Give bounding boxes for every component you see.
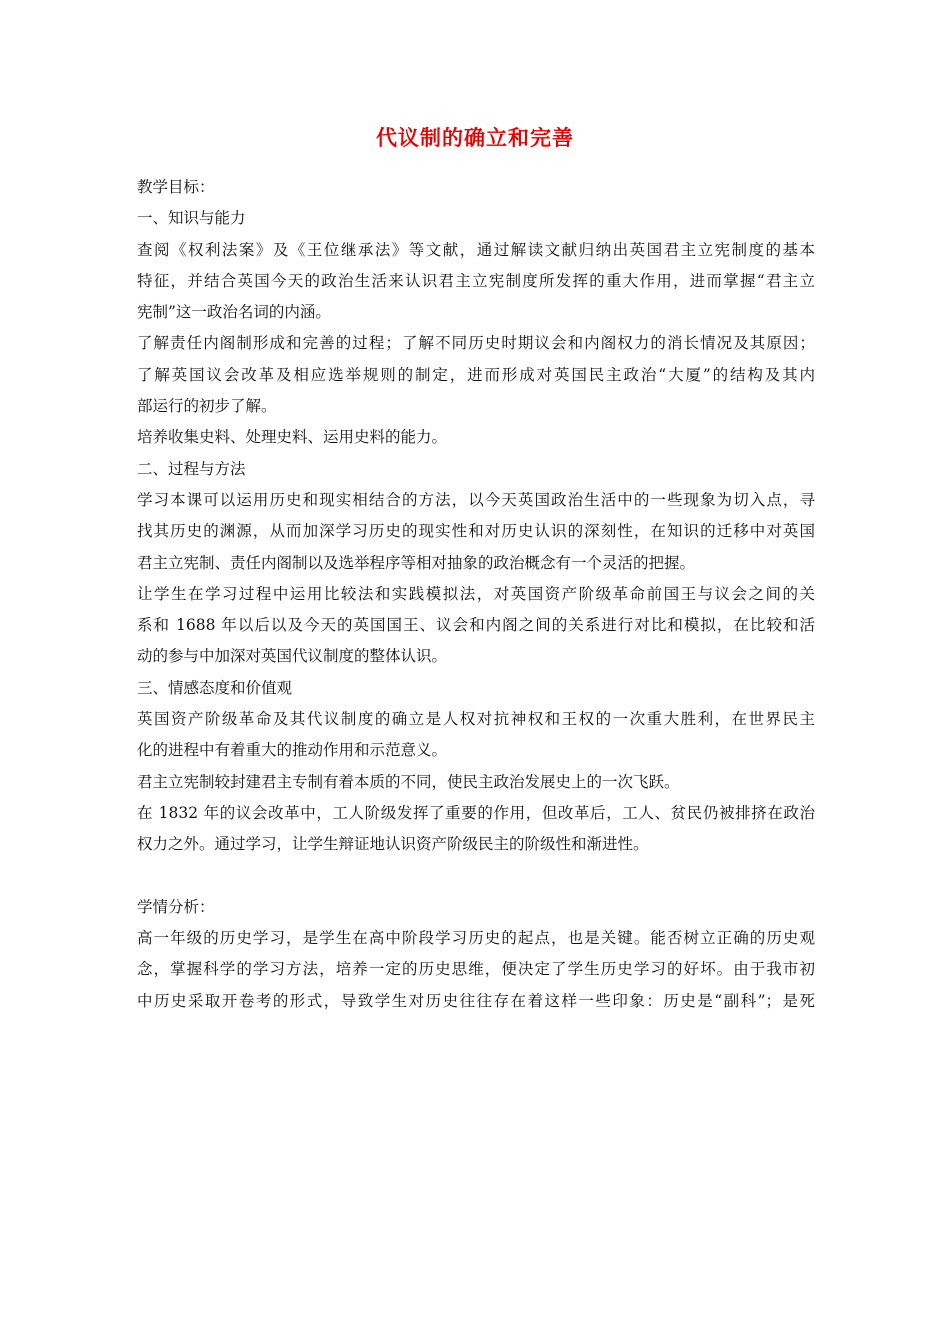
- text-line: 中历史采取开卷考的形式，导致学生对历史往往存在着这样一些印象：历史是“副科”；是死: [137, 991, 815, 1010]
- text-line: 宪制”这一政治名词的内涵。: [137, 303, 331, 322]
- text-line: 让学生在学习过程中运用比较法和实践模拟法，对英国资产阶级革命前国王与议会之间的关: [137, 584, 815, 603]
- text-line: 特征，并结合英国今天的政治生活来认识君主立宪制度所发挥的重大作用，进而掌握“君主立: [137, 271, 815, 290]
- text-line: 系和 1688 年以后以及今天的英国国王、议会和内阁之间的关系进行对比和模拟，在比较和活: [137, 616, 815, 635]
- text-line: 高一年级的历史学习，是学生在高中阶段学习历史的起点，也是关键。能否树立正确的历史观: [137, 929, 815, 948]
- text-line: 一、知识与能力: [137, 209, 246, 228]
- text-line: 三、情感态度和价值观: [137, 678, 293, 697]
- text-line: 了解英国议会改革及相应选举规则的制定，进而形成对英国民主政治“大厦”的结构及其内: [137, 365, 815, 384]
- text-line: 部运行的初步了解。: [137, 397, 277, 416]
- text-line: 学习本课可以运用历史和现实相结合的方法，以今天英国政治生活中的一些现象为切入点，寻: [137, 490, 815, 509]
- text-line: 查阅《权利法案》及《王位继承法》等文献，通过解读文献归纳出英国君主立宪制度的基本: [137, 240, 815, 259]
- text-line: 君主立宪制较封建君主专制有着本质的不同，使民主政治发展史上的一次飞跃。: [137, 772, 680, 791]
- text-line: 教学目标：: [137, 178, 215, 196]
- text-line: 在 1832 年的议会改革中，工人阶级发挥了重要的作用，但改革后，工人、贫民仍被排挤在政治: [137, 803, 815, 822]
- text-line: 二、过程与方法: [137, 459, 246, 478]
- text-line: 找其历史的渊源，从而加深学习历史的现实性和对历史认识的深刻性，在知识的迁移中对英国: [137, 522, 815, 541]
- document-body: [137, 172, 815, 1017]
- text-line: 培养收集史料、处理史料、运用史料的能力。: [137, 428, 448, 447]
- text-line: 念，掌握科学的学习方法，培养一定的历史思维，便决定了学生历史学习的好坏。由于我市初: [137, 960, 815, 979]
- text-line: 动的参与中加深对英国代议制度的整体认识。: [137, 647, 448, 666]
- text-line: 权力之外。通过学习，让学生辩证地认识资产阶级民主的阶级性和渐进性。: [137, 835, 649, 854]
- text-line: 学情分析：: [137, 897, 215, 916]
- text-line: 了解责任内阁制形成和完善的过程；了解不同历史时期议会和内阁权力的消长情况及其原因；: [137, 334, 815, 353]
- document-title: 代议制的确立和完善: [376, 126, 574, 150]
- text-line: 君主立宪制、责任内阁制以及选举程序等相对抽象的政治概念有一个灵活的把握。: [137, 553, 696, 572]
- blank-line: [137, 861, 815, 892]
- text-line: 英国资产阶级革命及其代议制度的确立是人权对抗神权和王权的一次重大胜利，在世界民主: [137, 710, 815, 729]
- text-line: 化的进程中有着重大的推动作用和示范意义。: [137, 741, 448, 760]
